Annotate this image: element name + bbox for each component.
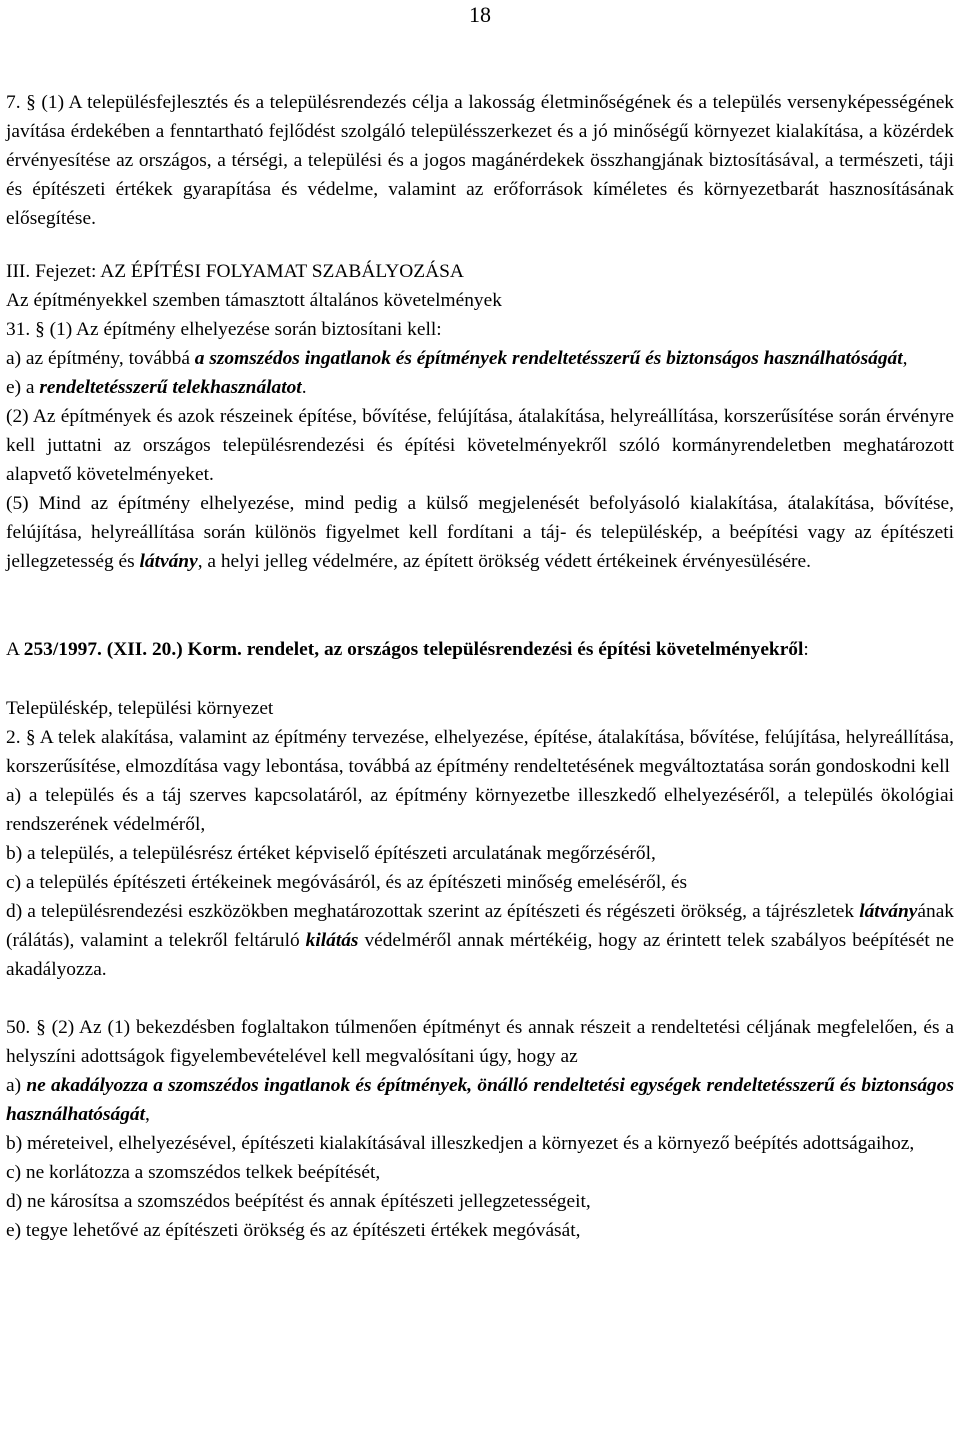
section-50-intro: 50. § (2) Az (1) bekezdésben foglaltakon túlmenően építményt és annak részeit a rendeltetési céljának megfelelően, és a helyszíni adottságok figyelembevételével kell megvalósítani úgy, hogy az: [6, 1017, 954, 1067]
section-2-item-a: a) a település és a táj szerves kapcsolatáról, az építmény környezetbe illeszkedő elhelyezéséről, a település ökológiai rendszerének védelméről,: [6, 785, 954, 835]
item-a-suffix: ,: [902, 348, 908, 369]
section-31-item-e: [6, 373, 954, 402]
item-d-middle: ának (rálátás), valamint a telekről feltáruló: [6, 901, 954, 951]
section-50-item-c: c) ne korlátozza a szomszédos telkek beépítését,: [6, 1162, 381, 1183]
s50-a-prefix: a): [6, 1075, 27, 1096]
p5-prefix: (5) Mind az építmény elhelyezése, mind pedig a külső megjelenését befolyásoló kialakítása, átalakítása, bővítése, felújítása, helyreállítása során különös figyelmet kell fordítani a táj- és településkép, a beépítési vagy az építészeti jellegzetesség és: [6, 493, 954, 572]
section-2-item-d: [6, 897, 954, 984]
section-31-intro: 31. § (1) Az építmény elhelyezése során biztosítani kell:: [6, 319, 442, 340]
item-d-suffix: védelméről annak mértékéig, hogy az érintett telek szabályos beépítését ne akadályozza.: [6, 930, 954, 980]
section-50-item-e: e) tegye lehetővé az építészeti örökség és az építészeti értékek megóvását,: [6, 1220, 581, 1241]
p5-suffix: , a helyi jelleg védelmére, az épített örökség védett értékeinek érvényesülésére.: [197, 551, 811, 572]
decree-title: 253/1997. (XII. 20.) Korm. rendelet, az országos településrendezési és építési követelményekről: [23, 639, 804, 660]
section-50-item-d: d) ne károsítsa a szomszédos beépítést és annak építészeti jellegzetességeit,: [6, 1191, 591, 1212]
section-31-paragraph-2: (2) Az építmények és azok részeinek építése, bővítése, felújítása, átalakítása, helyreállítása, korszerűsítése során érvényre kell juttatni az országos településrendezési és építési követelményekről szóló kormányrendeletben meghatározott alapvető követelményeket.: [6, 406, 954, 485]
item-d-prefix: d) a településrendezési eszközökben meghatározottak szerint az építészeti és régészeti örökség, a tájrészletek: [6, 901, 860, 922]
item-d-emphasis-2: kilátás: [305, 930, 359, 951]
decree-prefix: A: [6, 639, 24, 660]
chapter-title: III. Fejezet: AZ ÉPÍTÉSI FOLYAMAT SZABÁLYOZÁSA: [6, 261, 464, 282]
page-number: 18: [469, 2, 491, 27]
decree-heading: [6, 635, 954, 664]
item-a-prefix: a) az építmény, továbbá: [6, 348, 195, 369]
item-e-prefix: e) a: [6, 377, 40, 398]
section-50-item-a: [6, 1071, 954, 1129]
document-body: [6, 88, 954, 1245]
section-31-item-a: [6, 344, 954, 373]
chapter-subtitle: Az építményekkel szemben támasztott általános követelmények: [6, 290, 502, 311]
section-31-paragraph-5: [6, 489, 954, 576]
item-a-emphasis: a szomszédos ingatlanok és építmények rendeltetésszerű és biztonságos használhatóságát: [194, 348, 903, 369]
item-e-suffix: .: [301, 377, 307, 398]
p5-emphasis: látvány: [139, 551, 198, 572]
section-50-item-b: b) méreteivel, elhelyezésével, építészeti kialakításával illeszkedjen a környezet és a környező beépítés adottságaihoz,: [6, 1133, 915, 1154]
s50-a-emphasis: ne akadályozza a szomszédos ingatlanok és építmények, önálló rendeltetési egységek rendeltetésszerű és biztonságos használhatóságát: [6, 1075, 954, 1125]
item-d-emphasis-1: látvány: [859, 901, 918, 922]
townscape-heading: Településkép, települési környezet: [6, 698, 274, 719]
section-2-intro: 2. § A telek alakítása, valamint az építmény tervezése, elhelyezése, építése, átalakítása, bővítése, felújítása, helyreállítása, korszerűsítése, elmozdítása vagy lebontása, továbbá az építmény rendeltetésének megváltoztatása során gondoskodni kell: [6, 727, 954, 777]
section-2-item-c: c) a település építészeti értékeinek megóvásáról, és az építészeti minőség emeléséről, és: [6, 872, 688, 893]
section-7-paragraph: 7. § (1) A településfejlesztés és a településrendezés célja a lakosság életminőségének és a település versenyképességének javítása érdekében a fenntartható fejlődést szolgáló településszerkezet és a jó minőségű környezet kialakítása, a közérdek érvényesítése az országos, a térségi, a települési és a jogos magánérdekek összhangjának biztosításával, a természeti, táji és építészeti értékek gyarapítása és védelme, valamint az erőforrások kíméletes és környezetbarát hasznosításának elősegítése.: [6, 92, 954, 229]
section-2-item-b: b) a település, a településrész értéket képviselő építészeti arculatának megőrzéséről,: [6, 843, 656, 864]
s50-a-suffix: ,: [145, 1104, 150, 1125]
decree-suffix: :: [803, 639, 809, 660]
item-e-emphasis: rendeltetésszerű telekhasználatot: [39, 377, 302, 398]
